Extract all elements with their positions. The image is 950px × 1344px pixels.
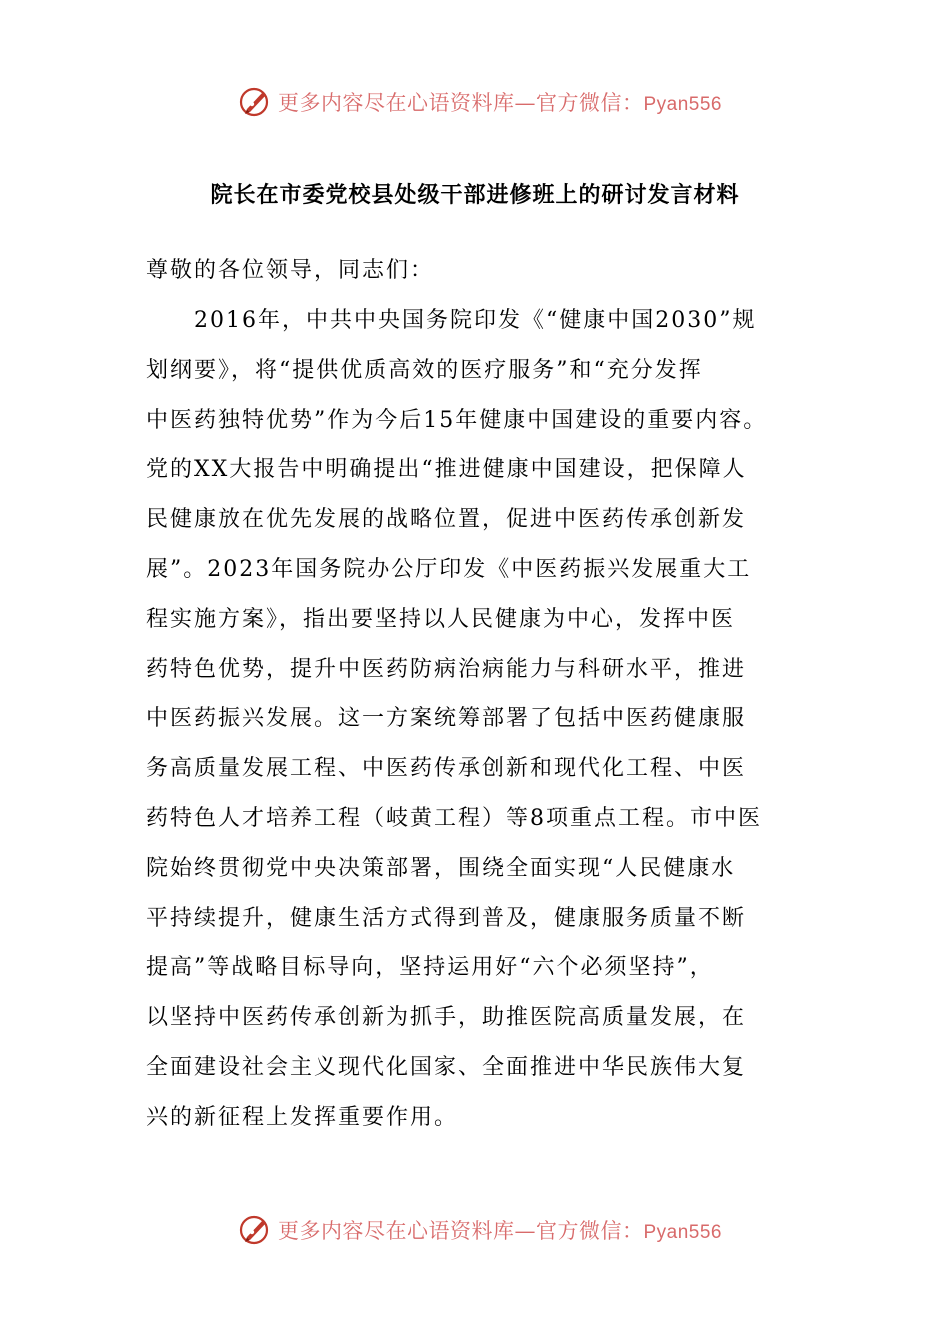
- paragraph-line: 中医药振兴发展。这一方案统筹部署了包括中医药健康服: [146, 706, 747, 732]
- footer-banner: [0, 1210, 950, 1250]
- footer-banner-text: [278, 1215, 722, 1245]
- paragraph-line: 药特色优势，提升中医药防病治病能力与科研水平，推进: [146, 656, 747, 682]
- pen-circle-logo-icon: [238, 1213, 272, 1247]
- paragraph-line: 中医药独特优势”作为今后15年健康中国建设的重要内容。: [146, 407, 768, 433]
- paragraph-line: 药特色人才培养工程（岐黄工程）等8项重点工程。市中医: [146, 805, 762, 831]
- paragraph-line: 划纲要》，将“提供优质高效的医疗服务”和“充分发挥: [146, 357, 703, 383]
- header-banner: [0, 82, 950, 122]
- paragraph-line: 展”。2023年国务院办公厅印发《中医药振兴发展重大工: [146, 556, 752, 582]
- paragraph-line: 兴的新征程上发挥重要作用。: [146, 1104, 459, 1130]
- body-paragraph: [146, 303, 826, 1150]
- paragraph-line: 院始终贯彻党中央决策部署，围绕全面实现“人民健康水: [146, 855, 736, 881]
- pen-circle-logo-icon: [238, 85, 272, 119]
- paragraph-line: 平持续提升，健康生活方式得到普及，健康服务质量不断: [146, 905, 747, 931]
- header-banner-content: [228, 85, 722, 119]
- header-banner-label: 更多内容尽在心语资料库—官方微信：: [277, 91, 644, 115]
- footer-banner-wechat: Pyan556: [643, 1222, 722, 1243]
- salutation: 尊敬的各位领导，同志们：: [146, 258, 435, 283]
- paragraph-line: 以坚持中医药传承创新为抓手，助推医院高质量发展，在: [146, 1005, 747, 1031]
- paragraph-line: 提高”等战略目标导向，坚持运用好“六个必须坚持”，: [146, 955, 714, 981]
- paragraph-line: 党的XX大报告中明确提出“推进健康中国建设，把保障人: [146, 457, 747, 483]
- footer-banner-content: [228, 1213, 722, 1247]
- paragraph-line: 务高质量发展工程、中医药传承创新和现代化工程、中医: [146, 756, 747, 782]
- footer-banner-label: 更多内容尽在心语资料库—官方微信：: [277, 1219, 644, 1243]
- document-title: 院长在市委党校县处级干部进修班上的研讨发言材料: [210, 183, 740, 208]
- paragraph-line: 民健康放在优先发展的战略位置，促进中医药传承创新发: [146, 507, 747, 533]
- header-banner-wechat: Pyan556: [643, 94, 722, 115]
- paragraph-line: 程实施方案》，指出要坚持以人民健康为中心，发挥中医: [146, 606, 736, 632]
- paragraph-line: 2016年，中共中央国务院印发《“健康中国2030”规: [194, 308, 757, 333]
- paragraph-line: 全面建设社会主义现代化国家、全面推进中华民族伟大复: [146, 1054, 747, 1080]
- header-banner-text: [278, 87, 722, 117]
